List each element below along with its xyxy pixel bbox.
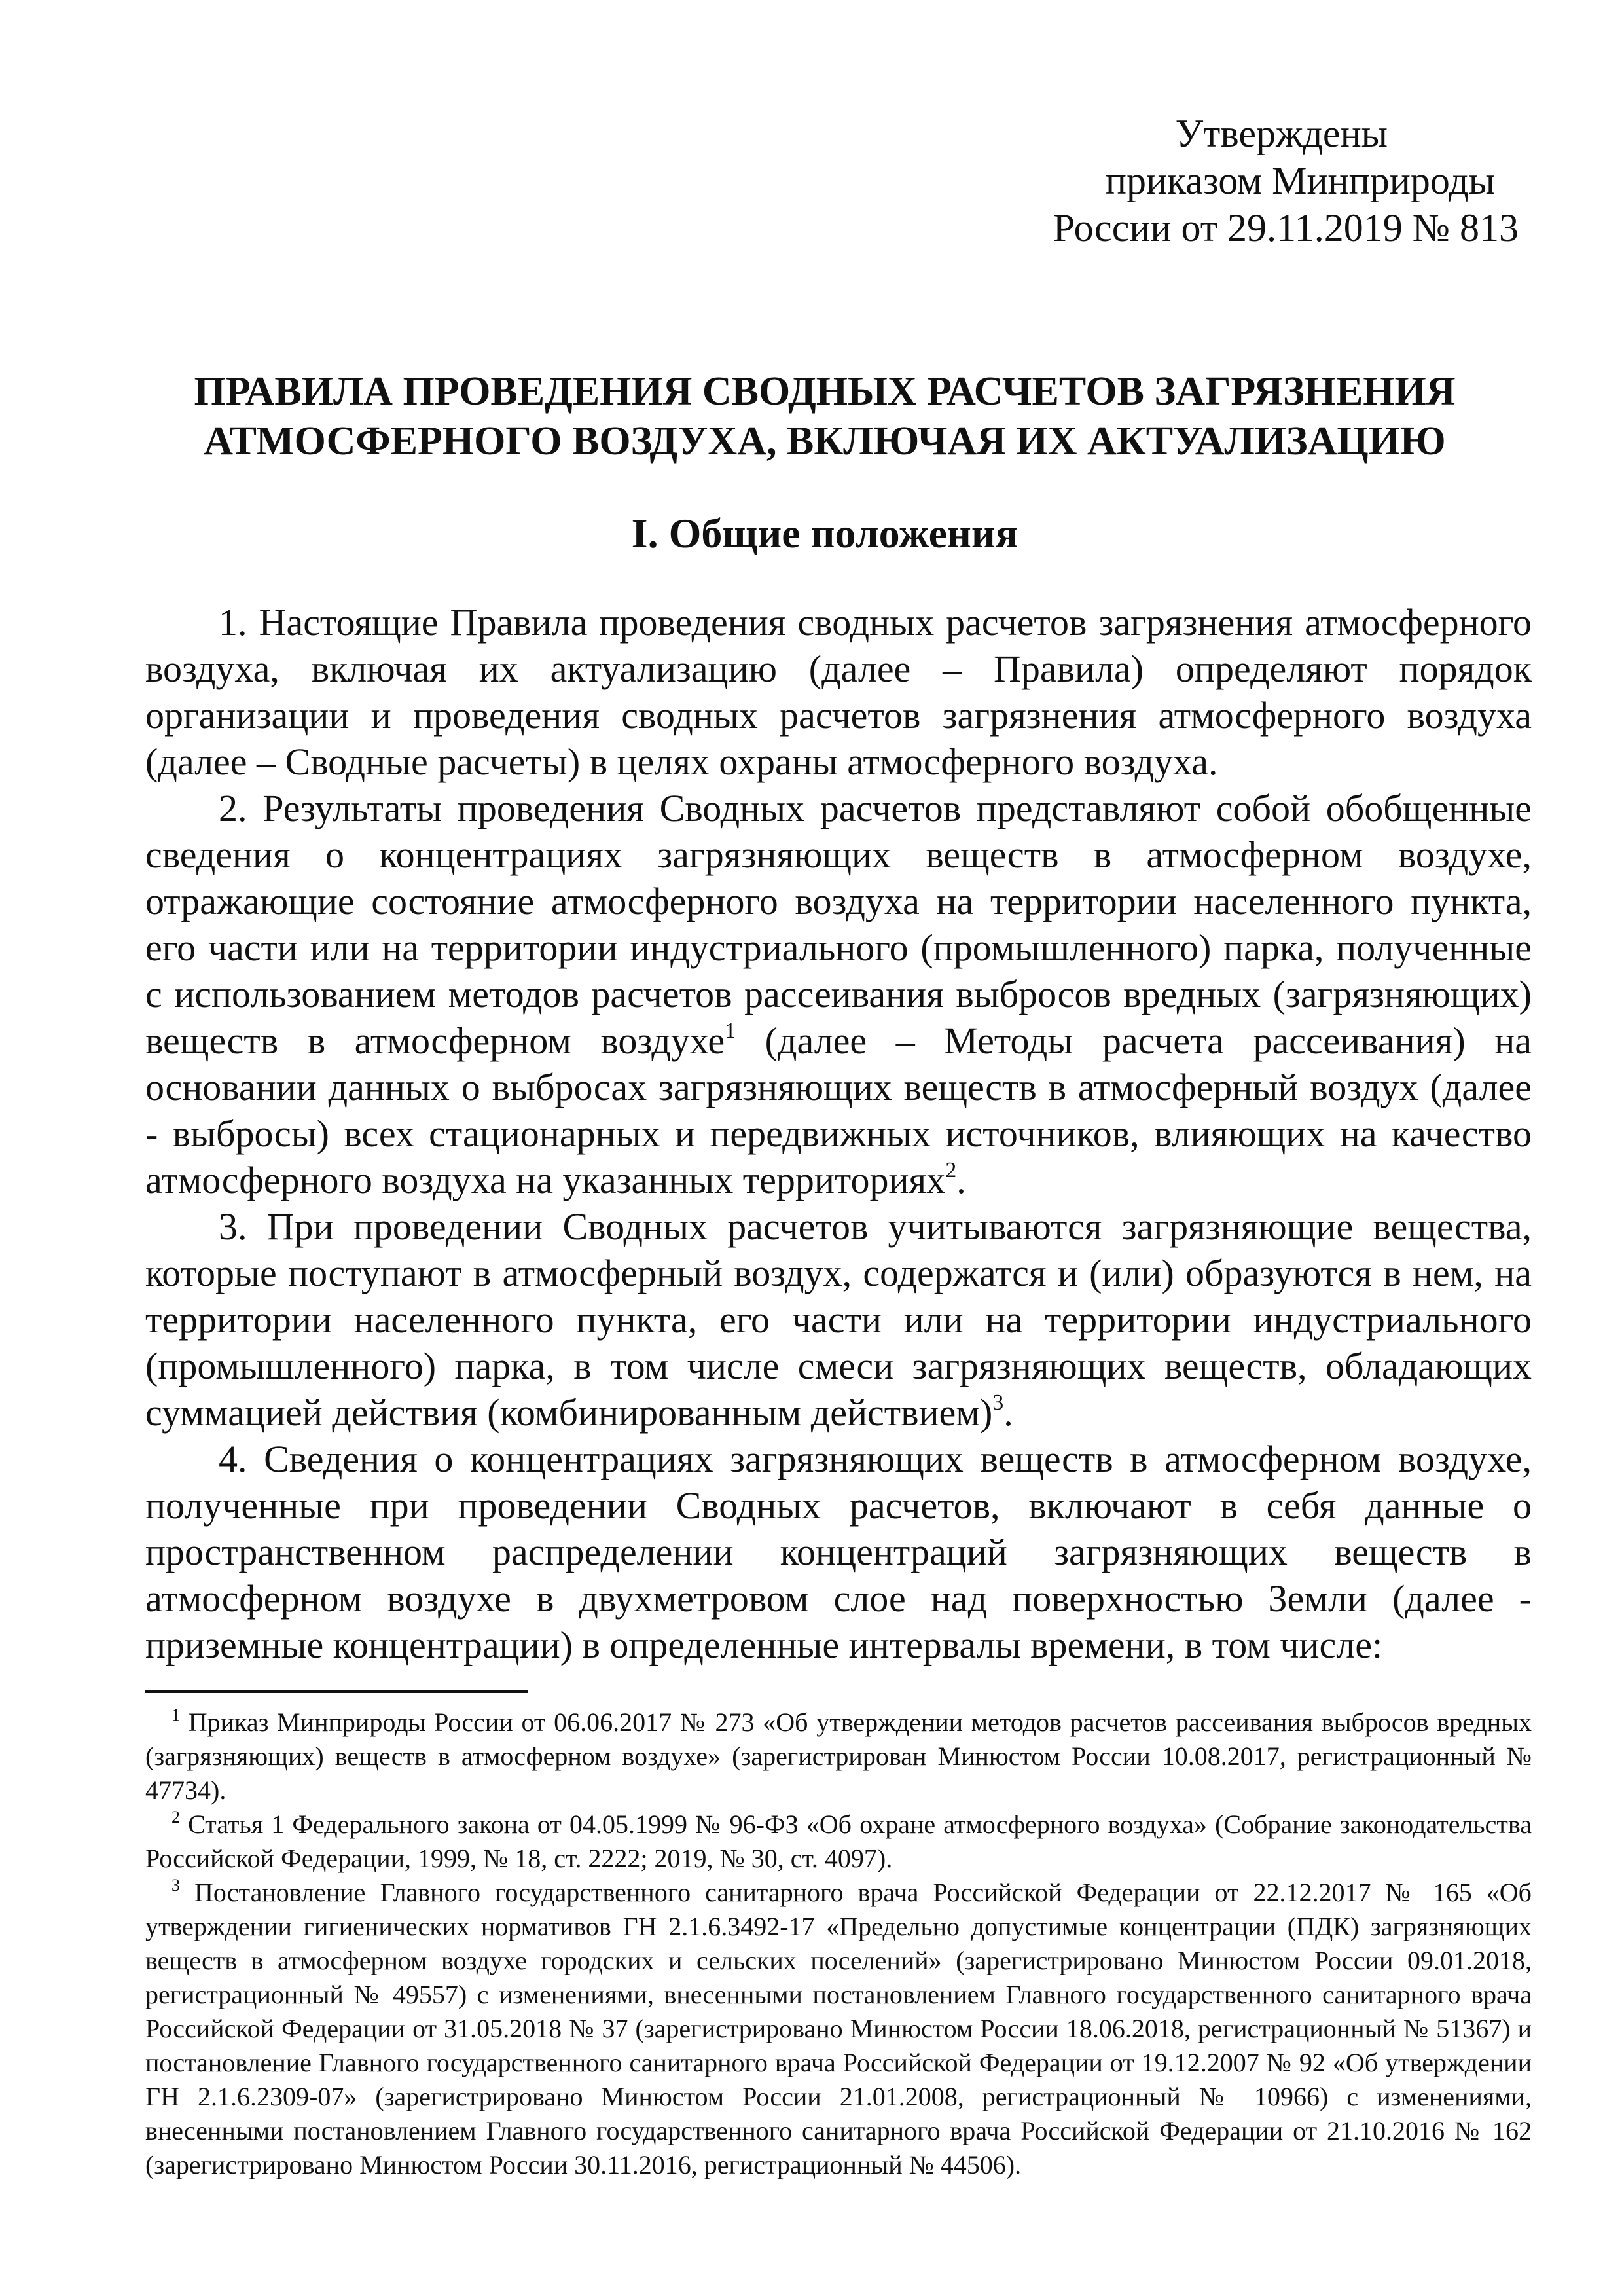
approval-line-2: приказом Минприроды [1105, 159, 1495, 202]
paragraph-3-part-b: . [1003, 1391, 1013, 1434]
body-text [145, 599, 1532, 1668]
paragraph-4: 4. Сведения о концентрациях загрязняющих веществ в атмосферном воздухе, полученные при проведении Сводных расчетов, включают в себя данные о пространственном распределении концентраций загрязняющих веществ в атмосферном воздухе в двухметровом слое над поверхностью Земли (далее - приземные концентрации) в определенные интервалы времени, в том числе: [145, 1438, 1532, 1666]
footnote-3-text: Постановление Главного государственного санитарного врача Российской Федерации от 22.12.2017 № 165 «Об утверждении гигиенических нормативов ГН 2.1.6.3492-17 «Предельно допустимые концентрации (ПДК) загрязняющих веществ в атмосферном воздухе городских и сельских поселений» (зарегистрировано Минюстом России 09.01.2018, регистрационный № 49557) с изменениями, внесенными постановлением Главного государственного санитарного врача Российской Федерации от 31.05.2018 № 37 (зарегистрировано Минюстом России 18.06.2018, регистрационный № 51367) и постановление Главного государственного санитарного врача Российской Федерации от 19.12.2007 № 92 «Об утверждении ГН 2.1.6.2309-07» (зарегистрировано Минюстом России 21.01.2008, регистрационный № 10966) с изменениями, внесенными постановлением Главного государственного санитарного врача Российской Федерации от 21.10.2016 № 162 (зарегистрировано Минюстом России 30.11.2016, регистрационный № 44506). [145, 1878, 1532, 2179]
paragraph-2 [145, 785, 1532, 1203]
approval-line-1: Утверждены [1175, 112, 1388, 155]
footnote-ref-1[interactable]: 1 [725, 1019, 736, 1043]
document-title-line-1: ПРАВИЛА ПРОВЕДЕНИЯ СВОДНЫХ РАСЧЕТОВ ЗАГРЯЗНЕНИЯ [194, 369, 1456, 414]
paragraph-3-part-a: 3. При проведении Сводных расчетов учитываются загрязняющие вещества, которые поступают в атмосферный воздух, содержатся и (или) образуются в нем, на территории населенного пункта, его части или на территории индустриального (промышленного) парка, в том числе смеси загрязняющих веществ, обладающих суммацией действия (комбинированным действием) [145, 1205, 1532, 1434]
approval-stamp [982, 110, 1519, 251]
paragraph-2-part-c: . [956, 1159, 966, 1201]
document-title [144, 367, 1505, 466]
section-heading: I. Общие положения [631, 510, 1018, 556]
footnote-1-text: Приказ Минприроды России от 06.06.2017 № 273 «Об утверждении методов расчетов рассеивания выбросов вредных (загрязняющих) веществ в атмосферном воздухе» (зарегистрирован Минюстом России 10.08.2017, регистрационный № 47734). [145, 1707, 1532, 1805]
paragraph-2-part-b: (далее – Методы расчета рассеивания) на основании данных о выбросах загрязняющих веществ в атмосферный воздух (далее - выбросы) всех стационарных и передвижных источников, влияющих на качество атмосферного воздуха на указанных территориях [145, 1019, 1532, 1201]
footnotes [145, 1705, 1532, 2182]
footnote-2-mark: 2 [171, 1808, 180, 1827]
footnote-3-mark: 3 [171, 1876, 180, 1895]
footnote-3 [145, 1876, 1532, 2182]
approval-line-3: России от 29.11.2019 № 813 [1053, 206, 1519, 249]
paragraph-1: 1. Настоящие Правила проведения сводных расчетов загрязнения атмосферного воздуха, включая их актуализацию (далее – Правила) определяют порядок организации и проведения сводных расчетов загрязнения атмосферного воздуха (далее – Сводные расчеты) в целях охраны атмосферного воздуха. [145, 601, 1532, 783]
footnote-1 [145, 1705, 1532, 1808]
paragraph-3 [145, 1203, 1532, 1436]
footnote-ref-2[interactable]: 2 [945, 1158, 957, 1182]
footnote-ref-3[interactable]: 3 [992, 1391, 1004, 1415]
paragraph-2-part-a: 2. Результаты проведения Сводных расчетов представляют собой обобщенные сведения о концентрациях загрязняющих веществ в атмосферном воздухе, отражающие состояние атмосферного воздуха на территории населенного пункта, его части или на территории индустриального (промышленного) парка, полученные с использованием методов расчетов рассеивания выбросов вредных (загрязняющих) веществ в атмосферном воздухе [145, 787, 1532, 1062]
footnote-divider [145, 1690, 528, 1693]
footnote-1-mark: 1 [171, 1705, 180, 1724]
footnote-2-text: Статья 1 Федерального закона от 04.05.1999 № 96-ФЗ «Об охране атмосферного воздуха» (Собрание законодательства Российской Федерации, 1999, № 18, ст. 2222; 2019, № 30, ст. 4097). [145, 1810, 1532, 1873]
document-title-line-2: АТМОСФЕРНОГО ВОЗДУХА, ВКЛЮЧАЯ ИХ АКТУАЛИЗАЦИЮ [204, 419, 1446, 464]
footnote-2 [145, 1808, 1532, 1876]
